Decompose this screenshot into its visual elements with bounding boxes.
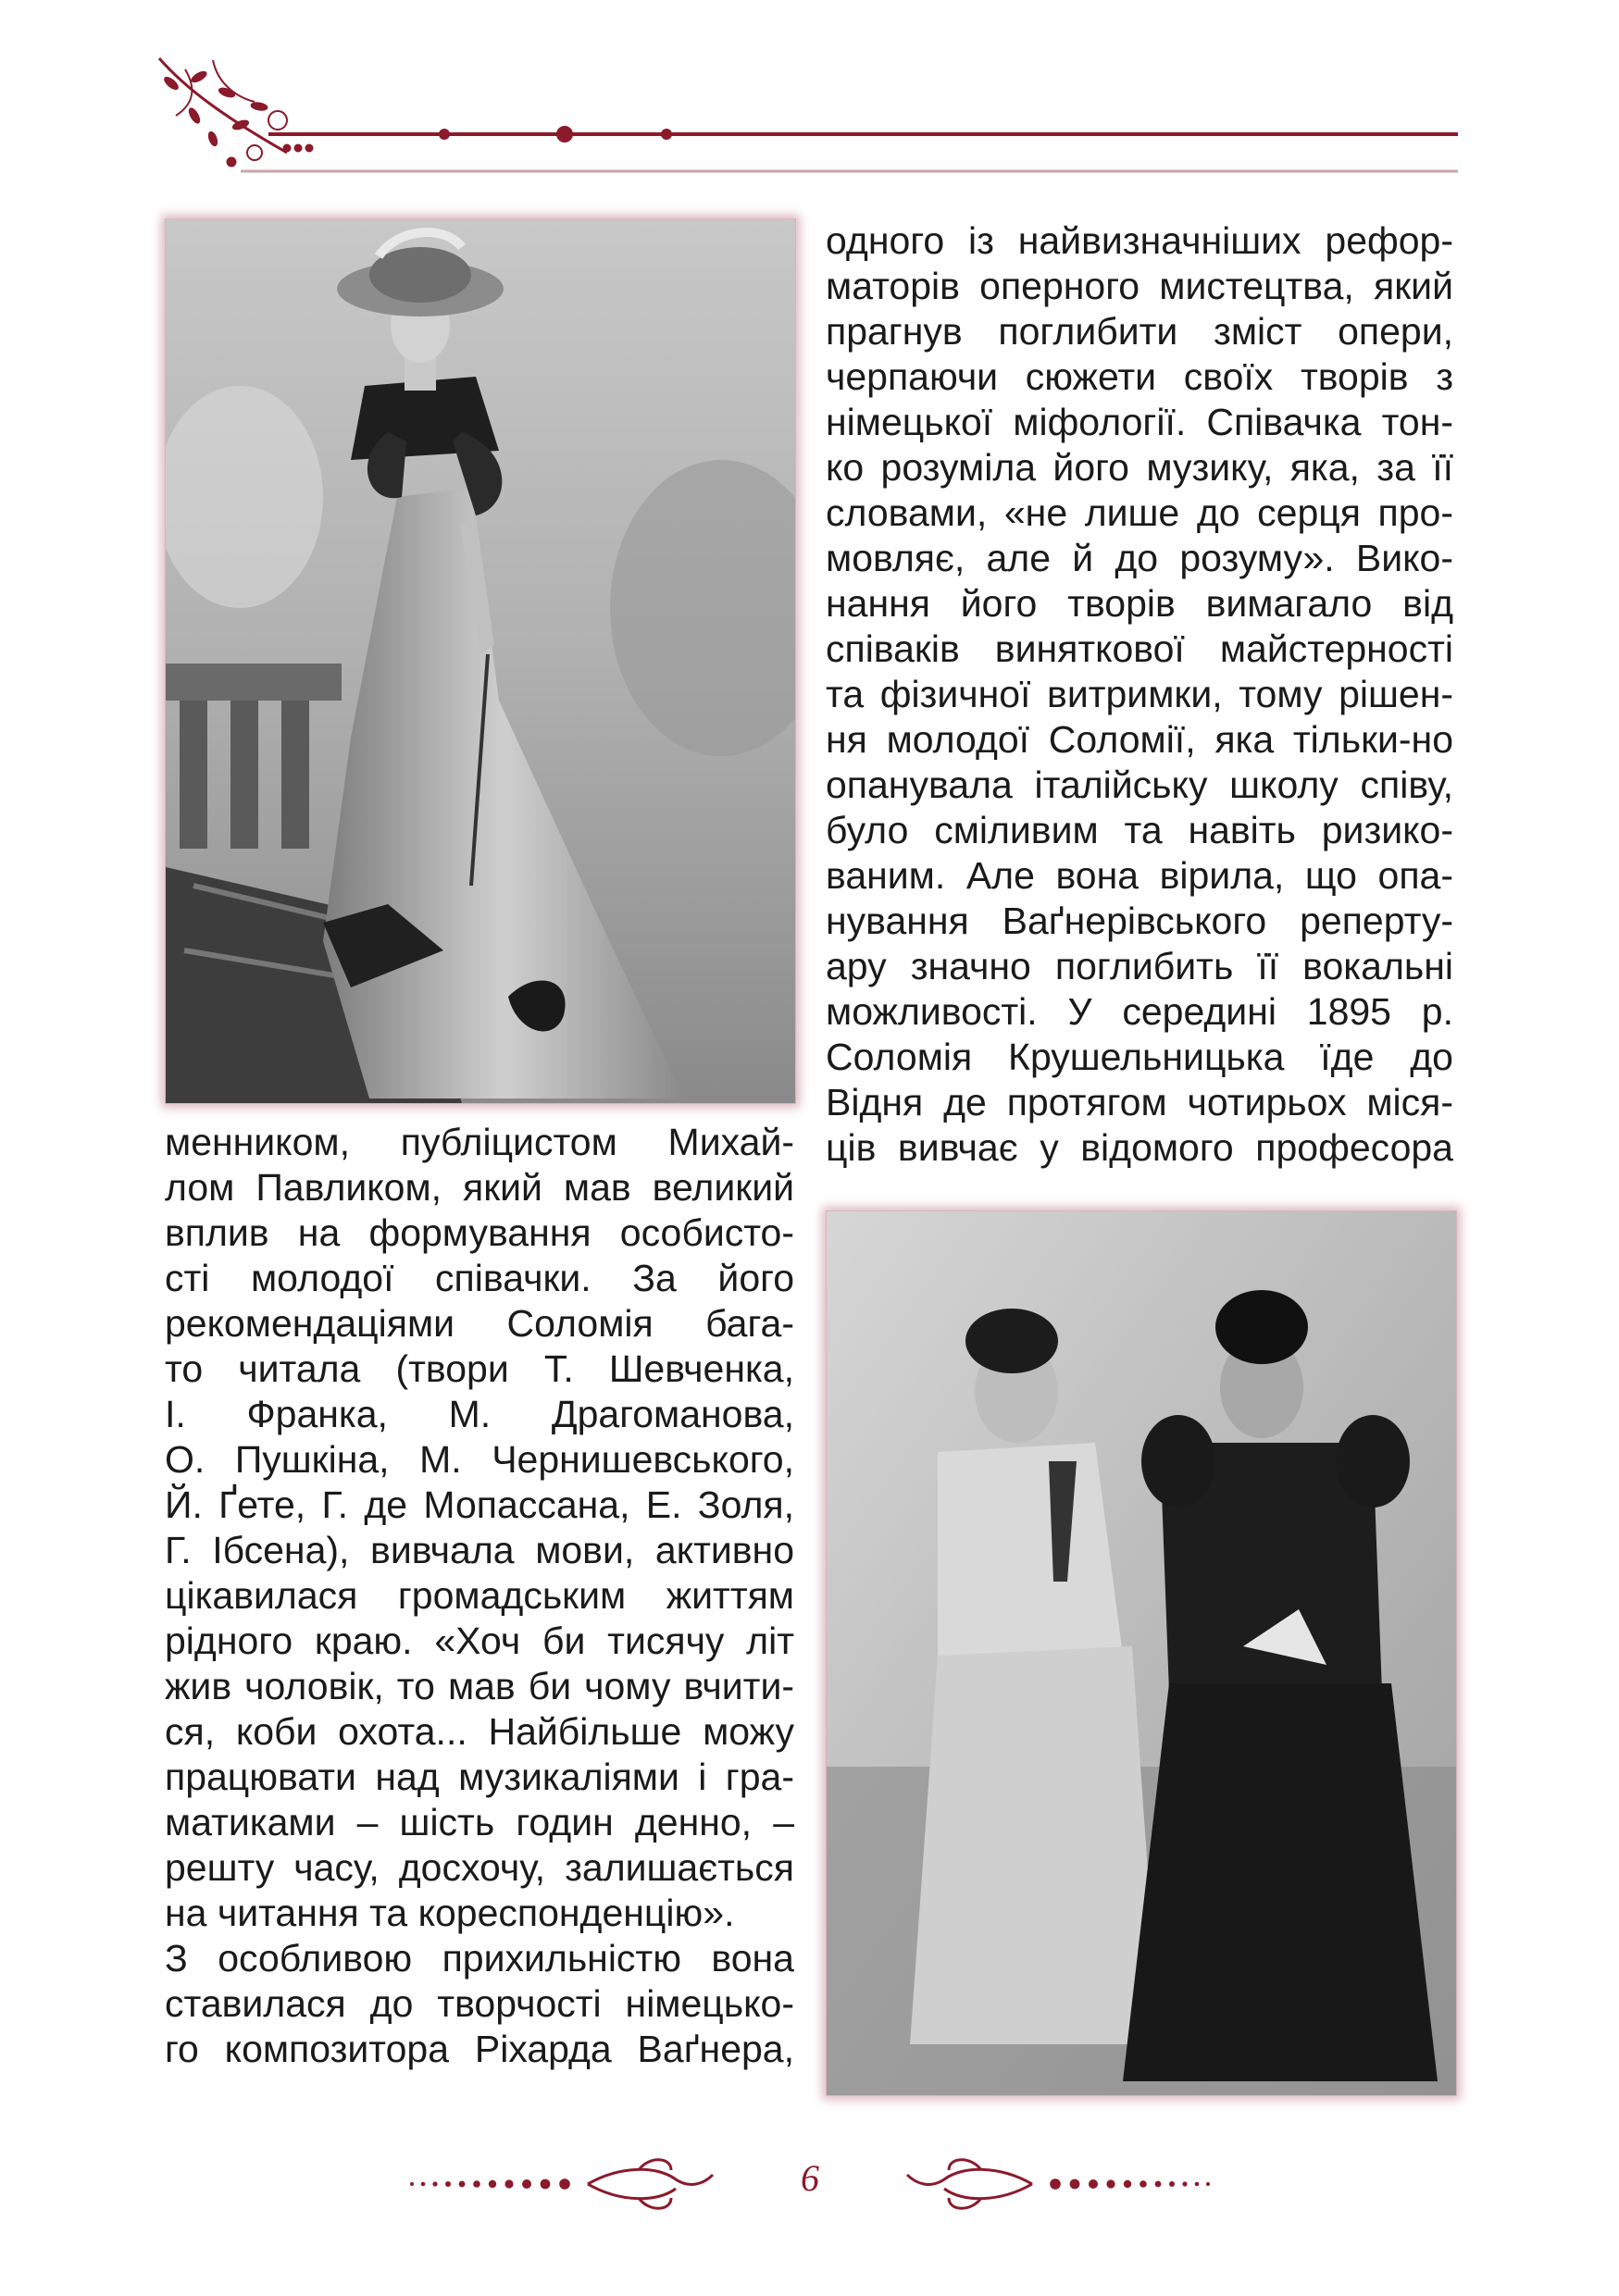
text-line: матиками – шість годин денно, – xyxy=(165,1801,794,1843)
text-line: працювати над музикаліями і гра- xyxy=(165,1756,794,1798)
text-line: та фізичної витримки, тому рішен- xyxy=(826,673,1453,715)
text-line: цікавилася громадським життям xyxy=(165,1574,794,1617)
text-line: лом Павликом, який мав великий xyxy=(165,1166,794,1209)
text-line: ців вивчає у відомого професора xyxy=(826,1126,1453,1169)
text-line: сті молодої співачки. За його xyxy=(165,1257,794,1299)
two-women-icon xyxy=(827,1211,1456,2095)
text-line: рекомендаціями Соломія бага- xyxy=(165,1302,794,1345)
text-line: го композитора Ріхарда Ваґнера, xyxy=(165,2028,794,2070)
text-line: Відня де протягом чотирьох міся- xyxy=(826,1081,1453,1123)
text-line: Й. Ґете, Г. де Мопассана, Е. Золя, xyxy=(165,1483,794,1526)
text-line: мовляє, але й до розуму». Вико- xyxy=(826,537,1453,579)
text-line: одного із найвизначніших рефор- xyxy=(826,219,1453,262)
text-line: решту часу, досхочу, залишається xyxy=(165,1846,794,1889)
text-line: нування Ваґнерівського реперту- xyxy=(826,900,1453,942)
text-line: ару значно поглибить її вокальні xyxy=(826,945,1453,987)
text-line: словами, «не лише до серця про- xyxy=(826,491,1453,534)
text-line: ко розуміла його музику, яка, за її xyxy=(826,446,1453,489)
text-line: опанувала італійську школу співу, xyxy=(826,763,1453,806)
floral-branch-icon xyxy=(148,51,1463,180)
header-ornament xyxy=(148,51,1463,180)
right-column-top-text xyxy=(826,218,1453,1171)
text-line: ся, коби охота... Найбільше можу xyxy=(165,1710,794,1753)
text-line: маторів оперного мистецтва, який xyxy=(826,265,1453,307)
text-line: то читала (твори Т. Шевченка, xyxy=(165,1347,794,1390)
text-line: нання його творів вимагало від xyxy=(826,582,1453,625)
text-line: співаків виняткової майстерності xyxy=(826,627,1453,670)
text-line: ставилася до творчості німецько- xyxy=(165,1982,794,2025)
portrait-photo xyxy=(165,218,796,1104)
text-line: О. Пушкіна, М. Чернишевського, xyxy=(165,1438,794,1481)
page-number: 6 xyxy=(801,2157,819,2199)
text-line: рідного краю. «Хоч би тисячу літ xyxy=(165,1620,794,1662)
portrait-woman-hat-icon xyxy=(166,219,795,1103)
text-line: менником, публіцистом Михай- xyxy=(165,1121,794,1163)
text-line: на читання та кореспонденцію». xyxy=(165,1892,735,1934)
left-column-bottom-text xyxy=(165,1120,794,2072)
text-line: черпаючи сюжети своїх творів з xyxy=(826,355,1453,398)
text-line: Соломія Крушельницька їде до xyxy=(826,1036,1453,1078)
text-line: можливості. У середині 1895 р. xyxy=(826,990,1453,1033)
text-line: німецької міфології. Співачка тон- xyxy=(826,401,1453,443)
text-line: Г. Ібсена), вивчала мови, активно xyxy=(165,1529,794,1571)
text-line: ваним. Але вона вірила, що опа- xyxy=(826,854,1453,897)
text-line: було сміливим та навіть ризико- xyxy=(826,809,1453,851)
text-line: вплив на формування особисто- xyxy=(165,1211,794,1254)
text-line: прагнув поглибити зміст опери, xyxy=(826,310,1453,353)
duo-photo xyxy=(826,1210,1457,2096)
text-line: жив чоловік, то мав би чому вчити- xyxy=(165,1665,794,1707)
text-line: З особливою прихильністю вона xyxy=(165,1937,794,1980)
text-line: ня молодої Соломії, яка тільки-но xyxy=(826,718,1453,761)
footer-ornament xyxy=(407,2147,1213,2212)
text-line: І. Франка, М. Драгоманова, xyxy=(165,1393,794,1435)
